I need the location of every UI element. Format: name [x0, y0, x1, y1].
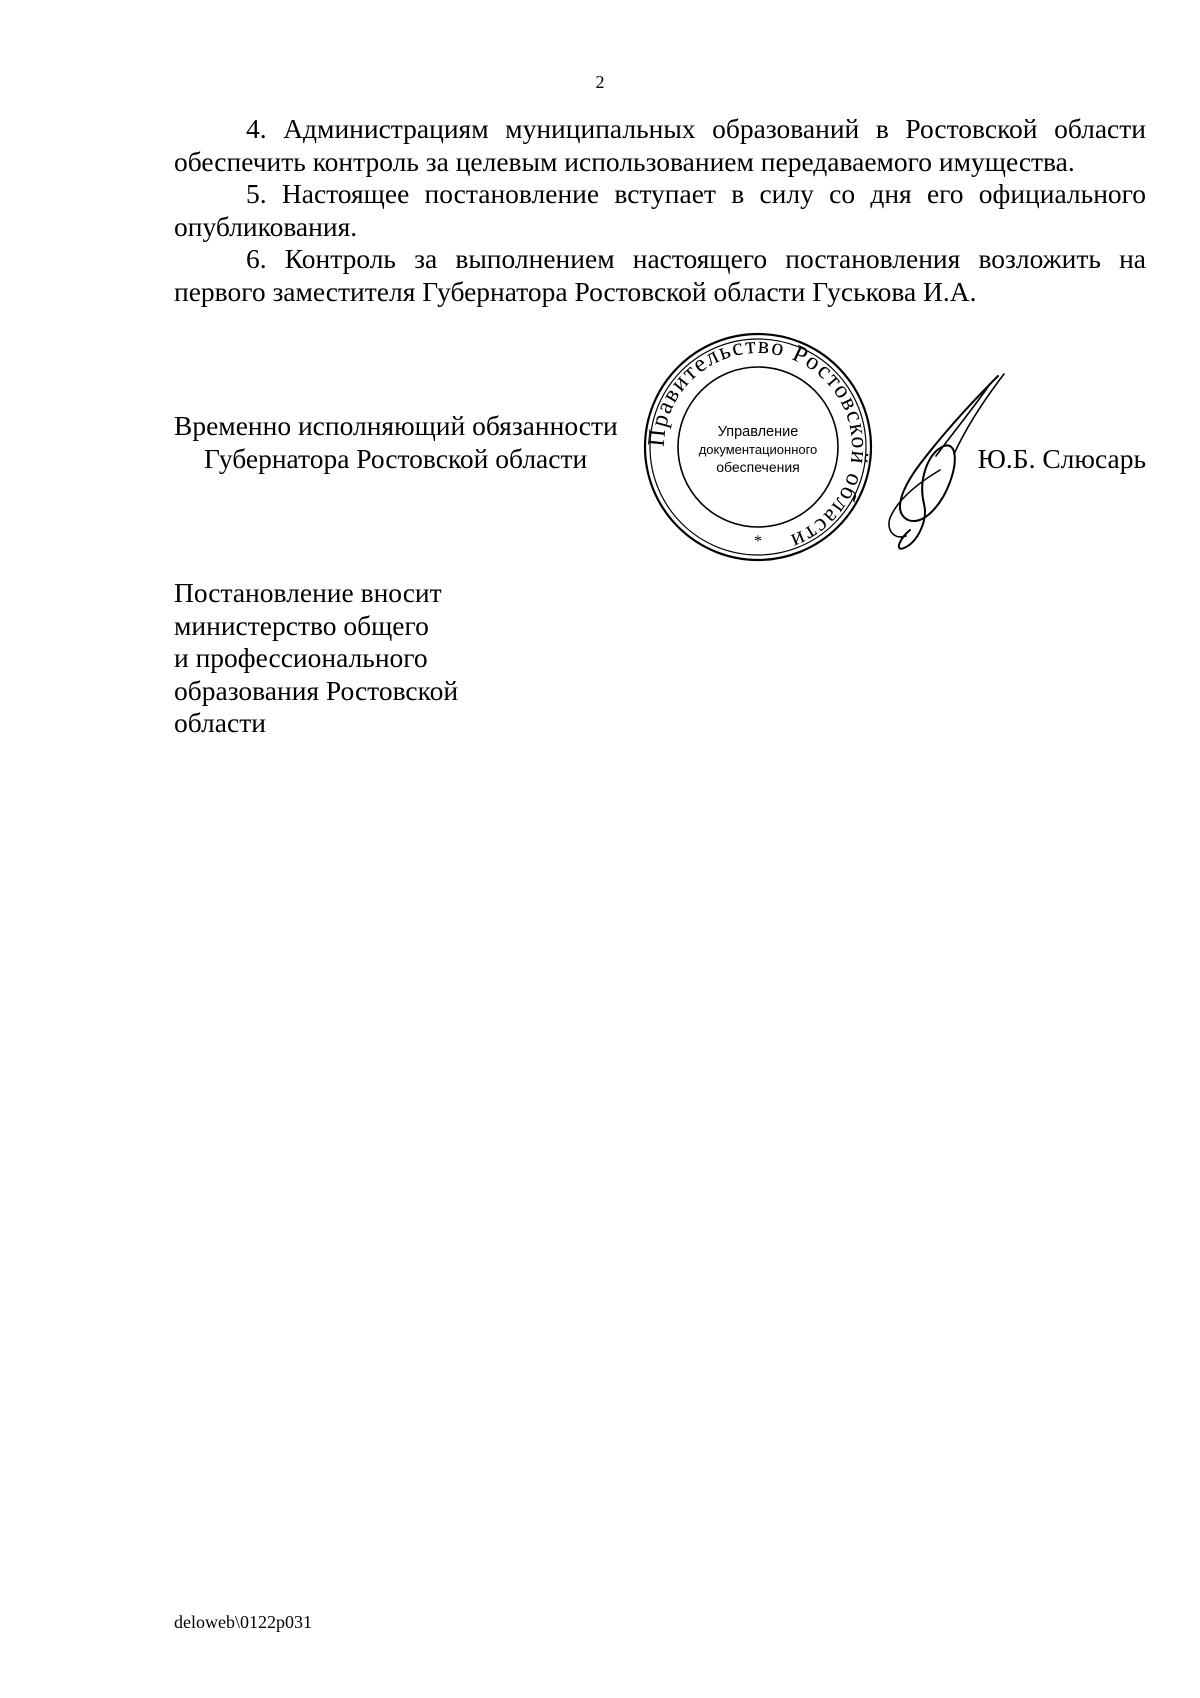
submitter-line: министерство общего — [174, 609, 429, 641]
stamp-star-icon: * — [754, 533, 762, 550]
signatory-title — [174, 410, 618, 475]
page-number: 2 — [595, 72, 605, 92]
submitter-note — [174, 577, 458, 740]
submitter-line: образования Ростовской — [174, 674, 459, 706]
submitter-line: области — [174, 707, 266, 738]
paragraph-4: 4. Администрациям муниципальных образований в Ростовской области обеспечить контроль за целевым использованием передаваемого имущества. — [174, 113, 1146, 177]
body-paragraphs — [174, 113, 1146, 308]
official-stamp — [641, 330, 875, 564]
submitter-line: и профессионального — [174, 642, 428, 673]
footer-document-code: deloweb\0122p031 — [174, 1612, 312, 1632]
stamp-ring-text: Правительство Ростовской области — [643, 332, 873, 555]
paragraph-6: 6. Контроль за выполнением настоящего постановления возложить на первого заместителя Губернатора Ростовской области Гуськова И.А. — [174, 243, 1146, 307]
signatory-title-line1: Временно исполняющий обязанности — [174, 410, 618, 441]
signatory-name: Ю.Б. Слюсарь — [977, 443, 1146, 474]
stamp-center-line1: Управление — [717, 424, 799, 440]
stamp-center-line2: документационного — [698, 442, 818, 457]
submitter-line: Постановление вносит — [174, 577, 442, 608]
stamp-center-line3: обеспечения — [716, 459, 800, 475]
signatory-title-line2: Губернатора Ростовской области — [204, 442, 588, 474]
paragraph-5: 5. Настоящее постановление вступает в силу со дня его официального опубликования. — [174, 178, 1146, 242]
